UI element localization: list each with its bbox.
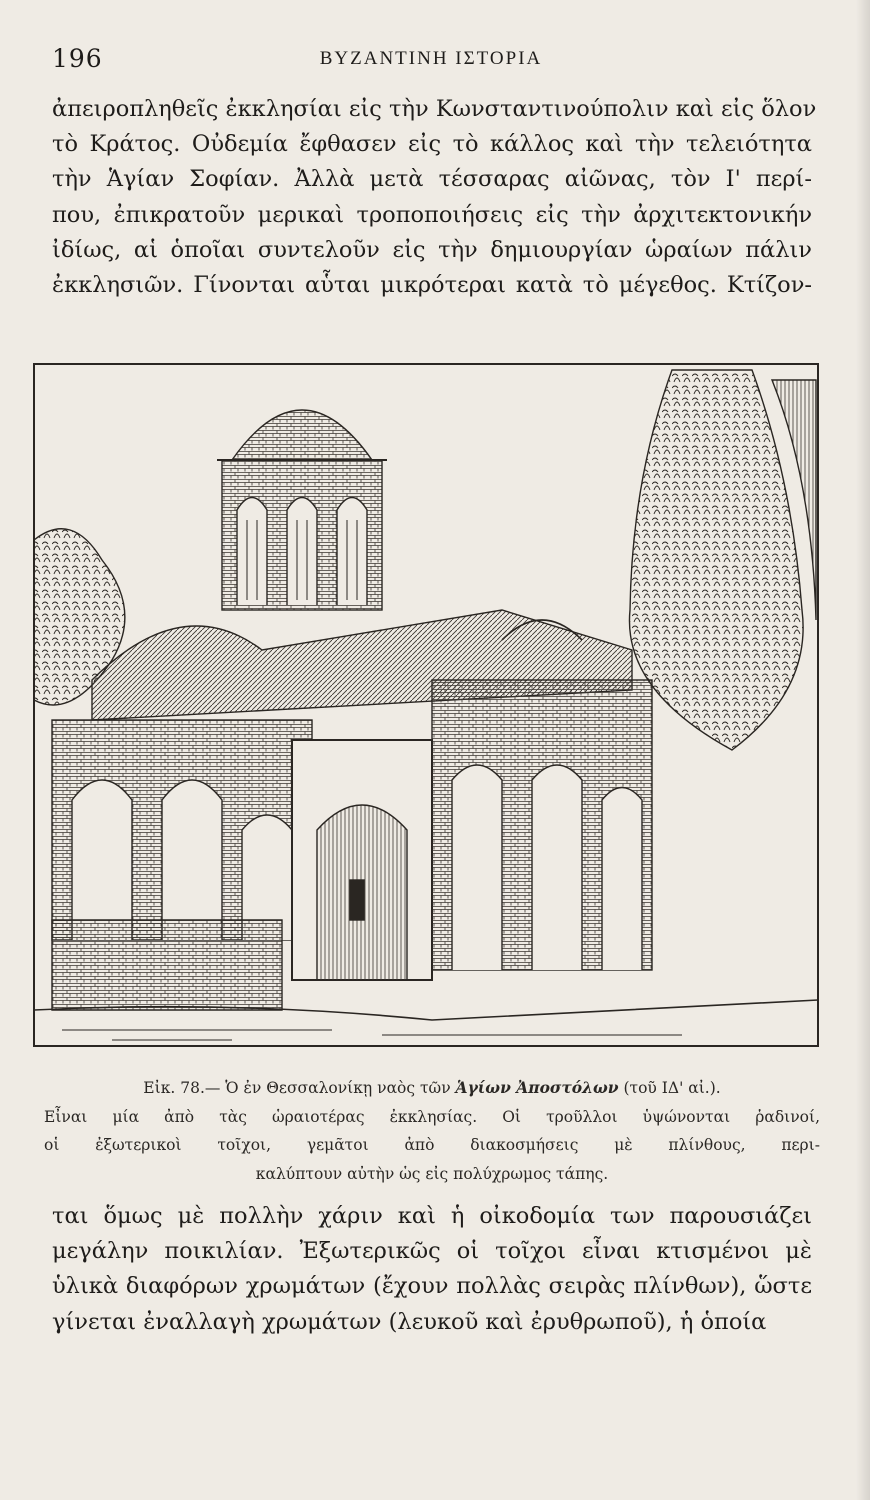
cypress-tree xyxy=(629,370,803,750)
entrance-portal xyxy=(292,740,432,980)
caption-church-name: Ἁγίων Ἀποστόλων xyxy=(455,1078,619,1097)
caption-line: καλύπτουν αὐτὴν ὡς εἰς πολύχρωμος τάπης. xyxy=(255,1164,609,1183)
church-drawing xyxy=(32,360,824,1058)
paragraph-top xyxy=(52,92,817,303)
figure-caption xyxy=(44,1074,820,1188)
church-illustration xyxy=(32,360,824,1058)
page-edge-shadow xyxy=(856,0,870,1500)
caption-line: Εἶναι μία ἀπὸ τὰς ὡραιοτέρας ἐκκλησίας. Οἱ τροῦλλοι ὑψώνονται ῥαδινοί, xyxy=(44,1107,820,1126)
caption-line xyxy=(44,1074,820,1103)
text-line: ἀπειροπληθεῖς ἐκκλησίαι εἰς τὴν Κωνσταντινούπολιν καὶ εἰς ὅλον xyxy=(52,96,817,122)
text-line: ἰδίως, αἱ ὁποῖαι συντελοῦν εἰς τὴν δημιουργίαν ὡραίων πάλιν xyxy=(52,236,812,263)
text-line: γίνεται ἐναλλαγὴ χρωμάτων (λευκοῦ καὶ ἐρυθρωποῦ), ἡ ὁποία xyxy=(52,1308,767,1335)
text-line: ται ὅμως μὲ πολλὴν χάριν καὶ ἡ οἰκοδομία των παρουσιάζει xyxy=(52,1203,812,1229)
book-title: ΒΥΖΑΝΤΙΝΗ ΙΣΤΟΡΙΑ xyxy=(319,48,543,69)
page-number: 196 xyxy=(52,44,103,73)
text-line: που, ἐπικρατοῦν μερικαὶ τροποποιήσεις εἰς τὴν ἀρχιτεκτονικήν xyxy=(52,201,812,228)
running-header xyxy=(52,44,810,78)
caption-text: Εἰκ. 78.— Ὁ ἐν Θεσσαλονίκῃ ναὸς τῶν xyxy=(143,1079,456,1097)
text-line: μεγάλην ποικιλίαν. Ἐξωτερικῶς οἱ τοῖχοι εἶναι κτισμένοι μὲ xyxy=(52,1238,812,1265)
central-dome xyxy=(217,410,387,610)
text-line: ἐκκλησιῶν. Γίνονται αὗται μικρότεραι κατὰ τὸ μέγεθος. Κτίζον- xyxy=(52,272,812,299)
left-arcade xyxy=(52,720,312,940)
text-line: τὴν Ἁγίαν Σοφίαν. Ἀλλὰ μετὰ τέσσαρας αἰῶνας, τὸν Ι' περί- xyxy=(52,166,812,193)
text-line: ὑλικὰ διαφόρων χρωμάτων (ἔχουν πολλὰς σειρὰς πλίνθων), ὥστε xyxy=(52,1273,812,1300)
caption-line: οἱ ἐξωτερικοὶ τοῖχοι, γεμᾶτοι ἀπὸ διακοσμήσεις μὲ πλίνθους, περι- xyxy=(44,1136,820,1155)
caption-text: (τοῦ ΙΔ' αἰ.). xyxy=(618,1079,721,1097)
foreground-wall xyxy=(52,920,282,1010)
paragraph-bottom xyxy=(52,1199,812,1340)
text-line: τὸ Κράτος. Οὐδεμία ἔφθασεν εἰς τὸ κάλλος καὶ τὴν τελειότητα xyxy=(52,131,812,158)
